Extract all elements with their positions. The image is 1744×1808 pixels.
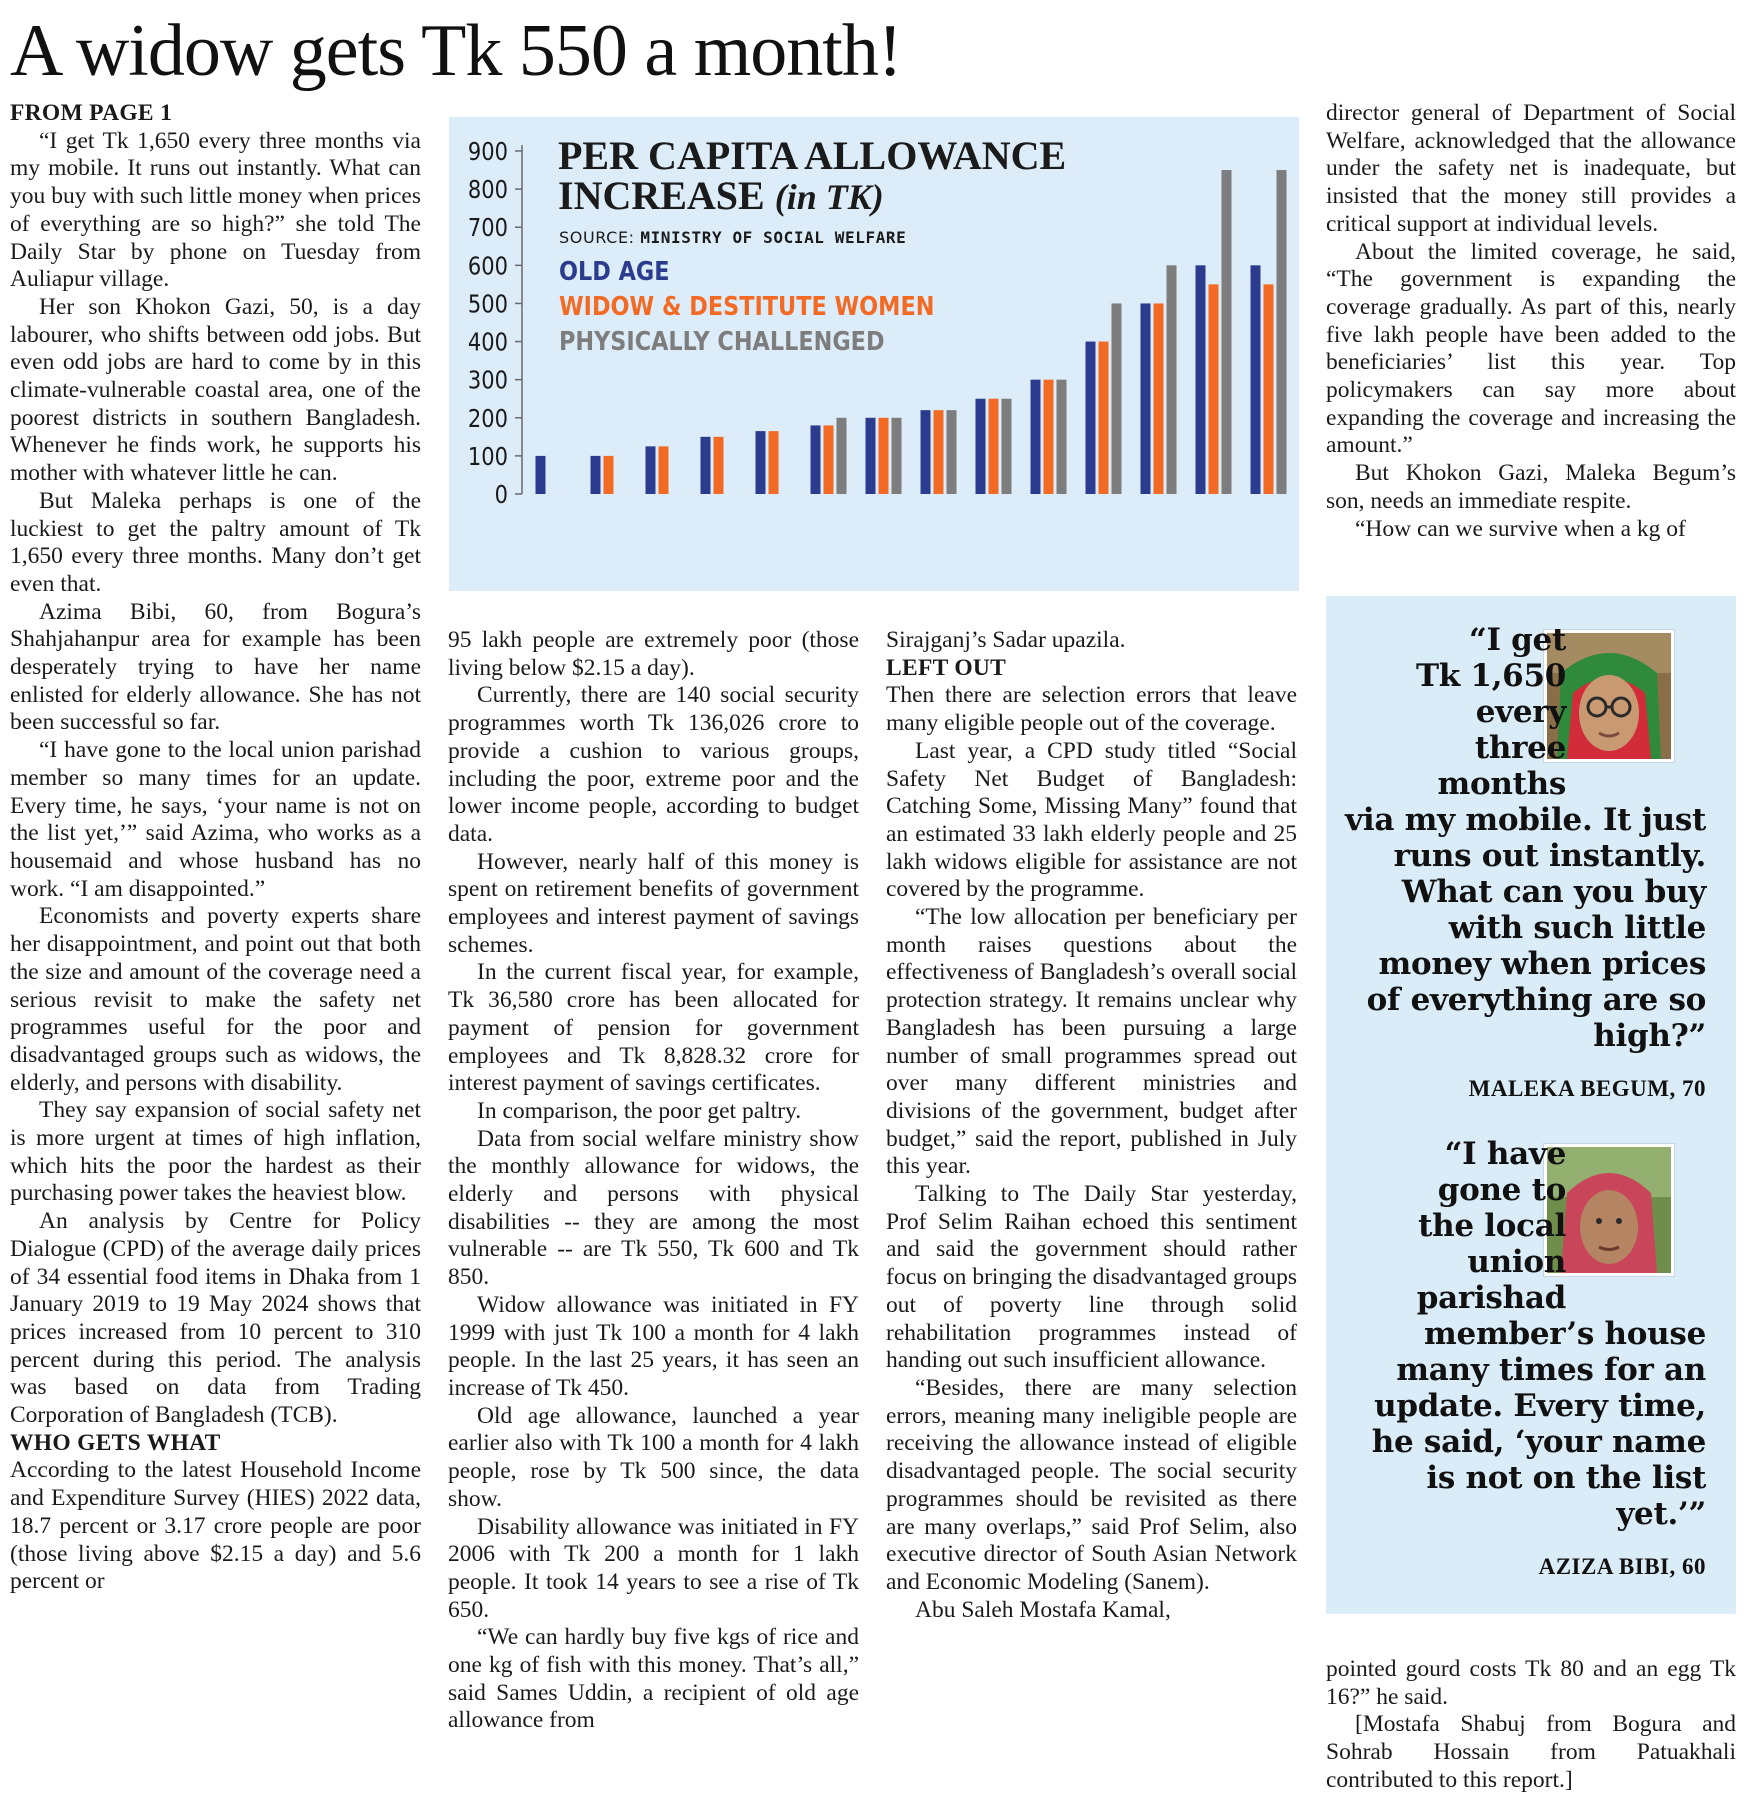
headline: A widow gets Tk 550 a month! [10, 10, 902, 92]
bar-old-age [1196, 265, 1206, 494]
chart-source-text: MINISTRY OF SOCIAL WELFARE [640, 228, 907, 247]
quote-line: three [1474, 730, 1566, 766]
y-tick-label: 400 [467, 328, 508, 358]
paragraph: Then there are selection errors that leave many eligible people out of the coverage. [886, 682, 1297, 737]
bar-old-age [921, 410, 931, 494]
paragraph: “Besides, there are many selection errors, meaning many ineligible people are receiving the allowance instead of eligible disadvantaged people. The social security programmes should be revisited as there are many overlaps,” said Prof Selim, also executive director of South Asian Network and Economic Modeling (Sanem). [886, 1374, 1297, 1595]
paragraph: Data from social welfare ministry show the monthly allowance for widows, the elderly and persons with physical disabilities -- they are among the most vulnerable -- are Tk 550, Tk 600 and Tk 850. [448, 1125, 859, 1291]
paragraph: Talking to The Daily Star yesterday, Prof Selim Raihan echoed this sentiment and said the government should rather focus on bringing the disadvantaged groups out of poverty line through solid rehabilitation programmes instead of handing out such insufficient allowance. [886, 1181, 1297, 1374]
paragraph: Abu Saleh Mostafa Kamal, [915, 1596, 1171, 1623]
paragraph: Currently, there are 140 social security programmes worth Tk 136,026 crore to provide a cushion to various groups, including the poor, extreme poor and the lower income people, according to budget data. [448, 682, 859, 847]
quote-line: is not on the list [1426, 1460, 1706, 1496]
pull-quote-box [1326, 596, 1736, 1614]
bar-widow [1099, 342, 1109, 494]
quote-1 [1345, 622, 1706, 1054]
bar-physically-challenged [837, 418, 847, 494]
paragraph: “The low allocation per beneficiary per month raises questions about the effectiveness of Bangladesh’s overall social protection strategy. It remains unclear why Bangladesh has been pursuing a large number of small programmes spread out over many different ministries and divisions of the government, budget after budget,” said the report, published in July this year. [886, 904, 1297, 1180]
bar-widow [1264, 284, 1274, 494]
quote-line: high?” [1593, 1018, 1706, 1054]
paragraph: Her son Khokon Gazi, 50, is a day labourer, who shifts between odd jobs. But even odd jobs are hard to come by in this climate-vulnerable coastal area, one of the poorest districts in southern Bangladesh. Whenever he finds work, he supports his mother with whatever little he can. [10, 293, 421, 487]
subhead-who-gets-what: WHO GETS WHAT [10, 1429, 221, 1456]
quote-line: runs out instantly. [1393, 838, 1706, 874]
quote-line: months [1437, 766, 1566, 802]
bar-old-age [1141, 303, 1151, 494]
bar-widow [1209, 284, 1219, 494]
bar-physically-challenged [1167, 265, 1177, 494]
bar-old-age [536, 456, 546, 494]
y-tick-label: 200 [467, 405, 508, 434]
quote-line: update. Every time, [1374, 1388, 1706, 1424]
quote-line: “I get [1468, 622, 1566, 658]
bar-old-age [756, 431, 766, 494]
bar-old-age [591, 456, 601, 494]
quote-line: the local [1418, 1208, 1566, 1244]
bar-physically-challenged [1222, 170, 1232, 494]
y-tick-label: 0 [494, 481, 508, 510]
paragraph: Sirajganj’s Sadar upazila. [886, 627, 1126, 653]
bar-physically-challenged [947, 410, 957, 494]
bar-old-age [1251, 265, 1261, 494]
paragraph: Widow allowance was initiated in FY 1999 with just Tk 100 a month for 4 lakh people. In the last 25 years, it has seen an increase of Tk 450. [448, 1291, 859, 1401]
jump-label: FROM PAGE 1 [10, 100, 173, 126]
y-tick-label: 600 [467, 252, 508, 281]
paragraph: “I get Tk 1,650 every three months via my mobile. It runs out instantly. What can you buy with such little money when prices of everything are so high?” she told The Daily Star by phone on Tuesday from Auliapur village. [10, 127, 421, 293]
bar-old-age [1086, 342, 1096, 494]
paragraph: Disability allowance was initiated in FY 2006 with Tk 200 a month for 1 lakh people. It took 14 years to see a rise of Tk 650. [448, 1513, 859, 1623]
paragraph: In the current fiscal year, for example, Tk 36,580 crore has been allocated for payment of pension for government employees and Tk 8,828.32 crore for interest payment of savings certificates. [448, 959, 859, 1097]
chart-title [558, 133, 1067, 218]
paragraph: But Maleka perhaps is one of the luckiest to get the paltry amount of Tk 1,650 every three months. Many don’t get even that. [10, 487, 421, 597]
bar-widow [769, 431, 779, 494]
paragraph: They say expansion of social safety net is more urgent at times of high inflation, which hits the poor the hardest as their purchasing power takes the heaviest blow. [10, 1097, 421, 1207]
bar-widow [1154, 303, 1164, 494]
quote-line: member’s house [1424, 1316, 1706, 1352]
chart-title-line2: INCREASE [558, 173, 765, 218]
bar-physically-challenged [892, 418, 902, 494]
paragraph: Last year, a CPD study titled “Social Safety Net Budget of Bangladesh: Catching Some, Missing Many” found that an estimated 33 lakh elderly people and 25 lakh widows eligible for assistance are not covered by the programme. [886, 737, 1297, 903]
bar-old-age [646, 446, 656, 494]
quote-1-attribution: MALEKA BEGUM, 70 [1468, 1076, 1706, 1101]
bar-widow [934, 410, 944, 494]
bar-old-age [701, 437, 711, 494]
chart-title-unit: (in TK) [774, 177, 884, 217]
y-tick-label: 700 [467, 214, 508, 243]
bar-widow [1044, 380, 1054, 494]
paragraph: But Khokon Gazi, Maleka Begum’s son, needs an immediate respite. [1326, 460, 1736, 514]
quote-line: yet.’” [1616, 1496, 1706, 1532]
legend-widow: WIDOW & DESTITUTE WOMEN [559, 292, 935, 322]
paragraph: An analysis by Centre for Policy Dialogue (CPD) of the average daily prices of 34 essential food items in Dhaka from 1 January 2019 to 19 May 2024 shows that prices increased from 10 percent to 310 percent during this period. The analysis was based on data from Trading Corporation of Bangladesh (TCB). [10, 1208, 421, 1429]
quote-2 [1372, 1136, 1706, 1532]
quote-line: “I have [1444, 1136, 1566, 1172]
chart-source [559, 228, 906, 247]
paragraph: Old age allowance, launched a year earlier also with Tk 100 a month for 4 lakh people, rose by Tk 500 since, the data show. [448, 1402, 859, 1512]
chart-title-line1: PER CAPITA ALLOWANCE [558, 133, 1067, 178]
quote-line: gone to [1437, 1172, 1566, 1208]
bar-old-age [976, 399, 986, 494]
quote-line: via my mobile. It just [1345, 802, 1706, 838]
quote-line: money when prices [1378, 946, 1706, 982]
bar-widow [824, 425, 834, 494]
article-column-2 [448, 627, 859, 1735]
article-column-4-end [1326, 1656, 1736, 1795]
paragraph: In comparison, the poor get paltry. [477, 1097, 802, 1124]
paragraph: director general of Department of Social Welfare, acknowledged that the allowance under the safety net is inadequate, but insisted that the money still provides a critical support at individual levels. [1326, 100, 1736, 237]
quote-2-attribution: AZIZA BIBI, 60 [1538, 1554, 1706, 1579]
bar-physically-challenged [1277, 170, 1287, 494]
paragraph: According to the latest Household Income and Expenditure Survey (HIES) 2022 data, 18.7 percent or 3.17 crore people are poor (those living above $2.15 a day) and 5.6 percent or [10, 1457, 421, 1595]
quote-line: many times for an [1396, 1352, 1706, 1388]
paragraph: 95 lakh people are extremely poor (those living below $2.15 a day). [448, 627, 859, 681]
paragraph: About the limited coverage, he said, “The government is expanding the coverage gradually. As part of this, nearly five lakh people have been added to the beneficiaries’ list this year. Top policymakers can say more about expanding the coverage and increasing the amount.” [1326, 238, 1736, 459]
y-tick-label: 100 [467, 443, 508, 472]
bar-physically-challenged [1002, 399, 1012, 494]
chart-source-label: SOURCE: [559, 228, 635, 247]
quote-line: Tk 1,650 [1415, 658, 1566, 694]
quote-line: parishad [1416, 1280, 1566, 1316]
y-tick-label: 800 [467, 176, 508, 205]
paragraph: Azima Bibi, 60, from Bogura’s Shahjahanpur area for example has been desperately trying to have her name enlisted for elderly allowance. She has not been successful so far. [10, 598, 421, 736]
bar-old-age [1031, 380, 1041, 494]
quote-line: of everything are so [1366, 982, 1706, 1018]
article-column-3 [886, 627, 1297, 1624]
quote-line: What can you buy [1401, 874, 1706, 910]
bar-physically-challenged [1057, 380, 1067, 494]
y-tick-label: 300 [467, 367, 508, 396]
paragraph: “We can hardly buy five kgs of rice and one kg of fish with this money. That’s all,” said Sames Uddin, a recipient of old age allowance from [448, 1624, 859, 1734]
paragraph: [Mostafa Shabuj from Bogura and Sohrab Hossain from Patuakhali contributed to this report.] [1326, 1711, 1736, 1793]
quote-line: every [1475, 694, 1566, 730]
paragraph: Economists and poverty experts share her disappointment, and point out that both the size and amount of the coverage need a serious revisit to make the safety net programmes useful for the poor and disadvantaged groups such as widows, the elderly, and persons with disability. [10, 903, 421, 1096]
subhead-left-out: LEFT OUT [886, 654, 1007, 681]
article-column-4 [1326, 100, 1736, 543]
y-tick-label: 500 [467, 290, 508, 319]
paragraph: “I have gone to the local union parishad member so many times for an update. Every time, he says, ‘your name is not on the list yet,’” said Azima, who works as a housemaid and whose husband has no work. “I am disappointed.” [10, 737, 421, 902]
bar-old-age [866, 418, 876, 494]
bar-old-age [811, 425, 821, 494]
allowance-chart [449, 117, 1299, 591]
quote-line: with such little [1448, 910, 1706, 946]
paragraph: pointed gourd costs Tk 80 and an egg Tk 16?” he said. [1326, 1656, 1736, 1710]
bar-physically-challenged [1112, 303, 1122, 494]
legend-physically-challenged: PHYSICALLY CHALLENGED [559, 327, 885, 357]
paragraph: However, nearly half of this money is spent on retirement benefits of government employees and interest payment of savings schemes. [448, 848, 859, 958]
article-column-1 [10, 100, 421, 1596]
quote-line: union [1467, 1244, 1566, 1280]
bar-widow [659, 446, 669, 494]
legend-old-age: OLD AGE [559, 257, 670, 287]
bar-widow [879, 418, 889, 494]
y-tick-label: 900 [467, 138, 508, 167]
bar-widow [714, 437, 724, 494]
quote-line: he said, ‘your name [1371, 1424, 1706, 1460]
bar-widow [604, 456, 614, 494]
paragraph: “How can we survive when a kg of [1355, 515, 1686, 542]
bar-widow [989, 399, 999, 494]
